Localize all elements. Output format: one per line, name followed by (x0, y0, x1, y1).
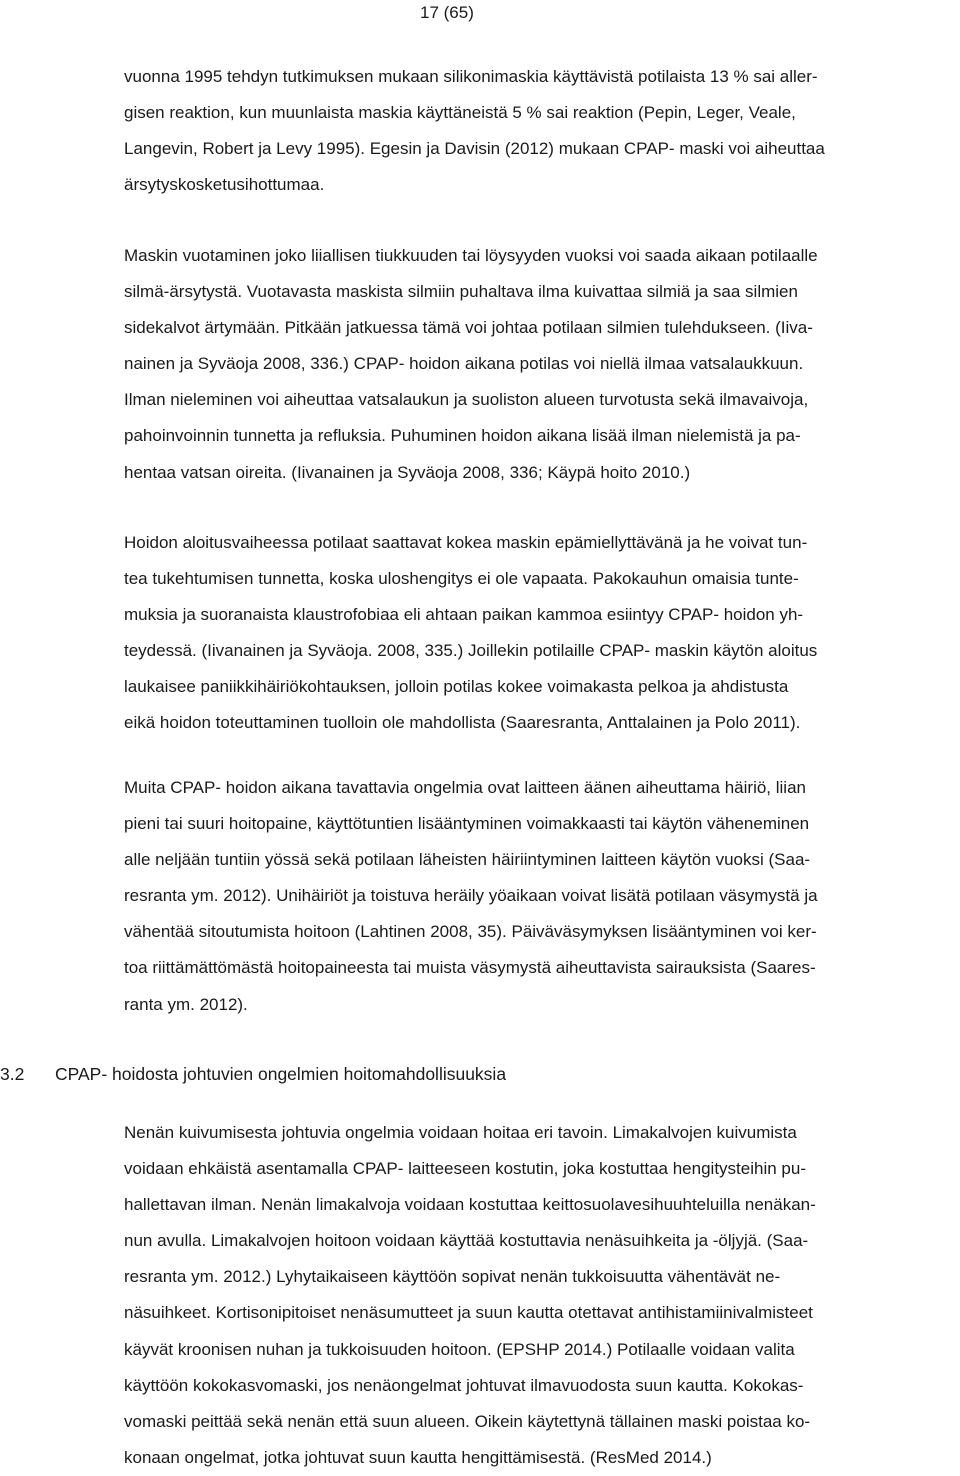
text-line: pahoinvoinnin tunnetta ja refluksia. Puhuminen hoidon aikana lisää ilman nielemistä ja pa- (124, 426, 801, 446)
text-line: vomaski peittää sekä nenän että suun alueen. Oikein käytettynä tällainen maski poistaa ko- (124, 1411, 811, 1431)
paragraph-1 (124, 59, 960, 203)
text-line: Nenän kuivumisesta johtuvia ongelmia voidaan hoitaa eri tavoin. Limakalvojen kuivumista (124, 1123, 797, 1142)
text-line: näsuihkeet. Kortisonipitoiset nenäsumutteet ja suun kautta otettavat antihistamiinivalmisteet (124, 1303, 813, 1323)
text-line: hentaa vatsan oireita. (Iivanainen ja Syväoja 2008, 336; Käypä hoito 2010.) (124, 462, 691, 482)
text-line: laukaisee paniikkihäiriökohtauksen, jolloin potilas kokee voimakasta pelkoa ja ahdistusta (124, 677, 789, 697)
text-line: konaan ongelmat, jotka johtuvat suun kautta hengittämisestä. (ResMed 2014.) (124, 1447, 712, 1467)
section-title: CPAP- hoidosta johtuvien ongelmien hoitomahdollisuuksia (55, 1064, 507, 1084)
text-line: vuonna 1995 tehdyn tutkimuksen mukaan silikonimaskia käyttävistä potilaista 13 % sai aller- (124, 67, 818, 86)
text-line: ranta ym. 2012). (124, 994, 248, 1014)
text-line: hallettavan ilman. Nenän limakalvoja voidaan kostuttaa keittosuolavesihuuhteluilla nenäkan- (124, 1195, 816, 1215)
text-line: toa riittämättömästä hoitopaineesta tai muista väsymystä aiheuttavista sairauksista (Saares- (124, 958, 816, 978)
text-line: muksia ja suoranaista klaustrofobiaa eli ahtaan paikan kammoa esiintyy CPAP- hoidon yh- (124, 605, 804, 625)
text-line: Langevin, Robert ja Levy 1995). Egesin ja Davisin (2012) mukaan CPAP- maski voi aiheuttaa (124, 139, 825, 159)
paragraph-5 (124, 1115, 960, 1476)
text-line: käyttöön kokokasvomaski, jos nenäongelmat johtuvat ilmavuodosta suun kautta. Kokokas- (124, 1375, 804, 1395)
text-line: gisen reaktion, kun muunlaista maskia käyttäneistä 5 % sai reaktion (Pepin, Leger, Veale, (124, 103, 796, 123)
text-line: vähentää sitoutumista hoitoon (Lahtinen 2008, 35). Päiväväsymyksen lisääntyminen voi ker- (124, 922, 817, 942)
text-line: Muita CPAP- hoidon aikana tavattavia ongelmia ovat laitteen äänen aiheuttama häiriö, liian (124, 778, 806, 797)
text-line: nun avulla. Limakalvojen hoitoon voidaan käyttää kostuttavia nenäsuihkeita ja -öljyjä. (Saa- (124, 1231, 809, 1251)
text-line: voidaan ehkäistä asentamalla CPAP- laitteeseen kostutin, joka kostuttaa hengitysteihin pu- (124, 1159, 806, 1179)
text-line: tea tukehtumisen tunnetta, koska uloshengitys ei ole vapaata. Pakokauhun omaisia tunte- (124, 569, 799, 589)
section-number: 3.2 (0, 1064, 25, 1084)
text-line: alle neljään tuntiin yössä sekä potilaan läheisten häiriintyminen laitteen käytön vuoksi (Saa- (124, 850, 811, 870)
paragraph-2 (124, 238, 960, 491)
text-line: Hoidon aloitusvaiheessa potilaat saattavat kokea maskin epämiellyttävänä ja he voivat tun- (124, 533, 808, 552)
paragraph-3 (124, 525, 960, 742)
text-line: ärsytyskosketusihottumaa. (124, 175, 325, 195)
text-line: silmä-ärsytystä. Vuotavasta maskista silmiin puhaltava ilma kuivattaa silmiä ja saa silmien (124, 282, 798, 302)
paragraph-4 (124, 770, 960, 1023)
text-line: pieni tai suuri hoitopaine, käyttötuntien lisääntyminen voimakkaasti tai käytön väheneminen (124, 814, 810, 834)
text-line: eikä hoidon toteuttaminen tuolloin ole mahdollista (Saaresranta, Anttalainen ja Polo 2011). (124, 713, 801, 733)
text-line: Maskin vuotaminen joko liiallisen tiukkuuden tai löysyyden vuoksi voi saada aikaan potilaalle (124, 246, 818, 265)
text-line: resranta ym. 2012.) Lyhytaikaiseen käyttöön sopivat nenän tukkoisuutta vähentävät ne- (124, 1267, 781, 1287)
text-line: käyvät kroonisen nuhan ja tukkoisuuden hoitoon. (EPSHP 2014.) Potilaalle voidaan valita (124, 1339, 795, 1359)
text-line: resranta ym. 2012). Unihäiriöt ja toistuva heräily yöaikaan voivat lisätä potilaan väsymystä ja (124, 886, 818, 906)
page-number: 17 (65) (420, 3, 474, 22)
text-line: sidekalvot ärtymään. Pitkään jatkuessa tämä voi johtaa potilaan silmien tulehdukseen. (Iiva- (124, 318, 813, 338)
text-line: Ilman nieleminen voi aiheuttaa vatsalaukun ja suoliston alueen turvotusta sekä ilmavaivoja, (124, 390, 809, 410)
text-line: nainen ja Syväoja 2008, 336.) CPAP- hoidon aikana potilas voi niellä ilmaa vatsalaukkuun. (124, 354, 804, 374)
text-line: teydessä. (Iivanainen ja Syväoja. 2008, 335.) Joillekin potilaille CPAP- maskin käytön aloitus (124, 641, 818, 661)
